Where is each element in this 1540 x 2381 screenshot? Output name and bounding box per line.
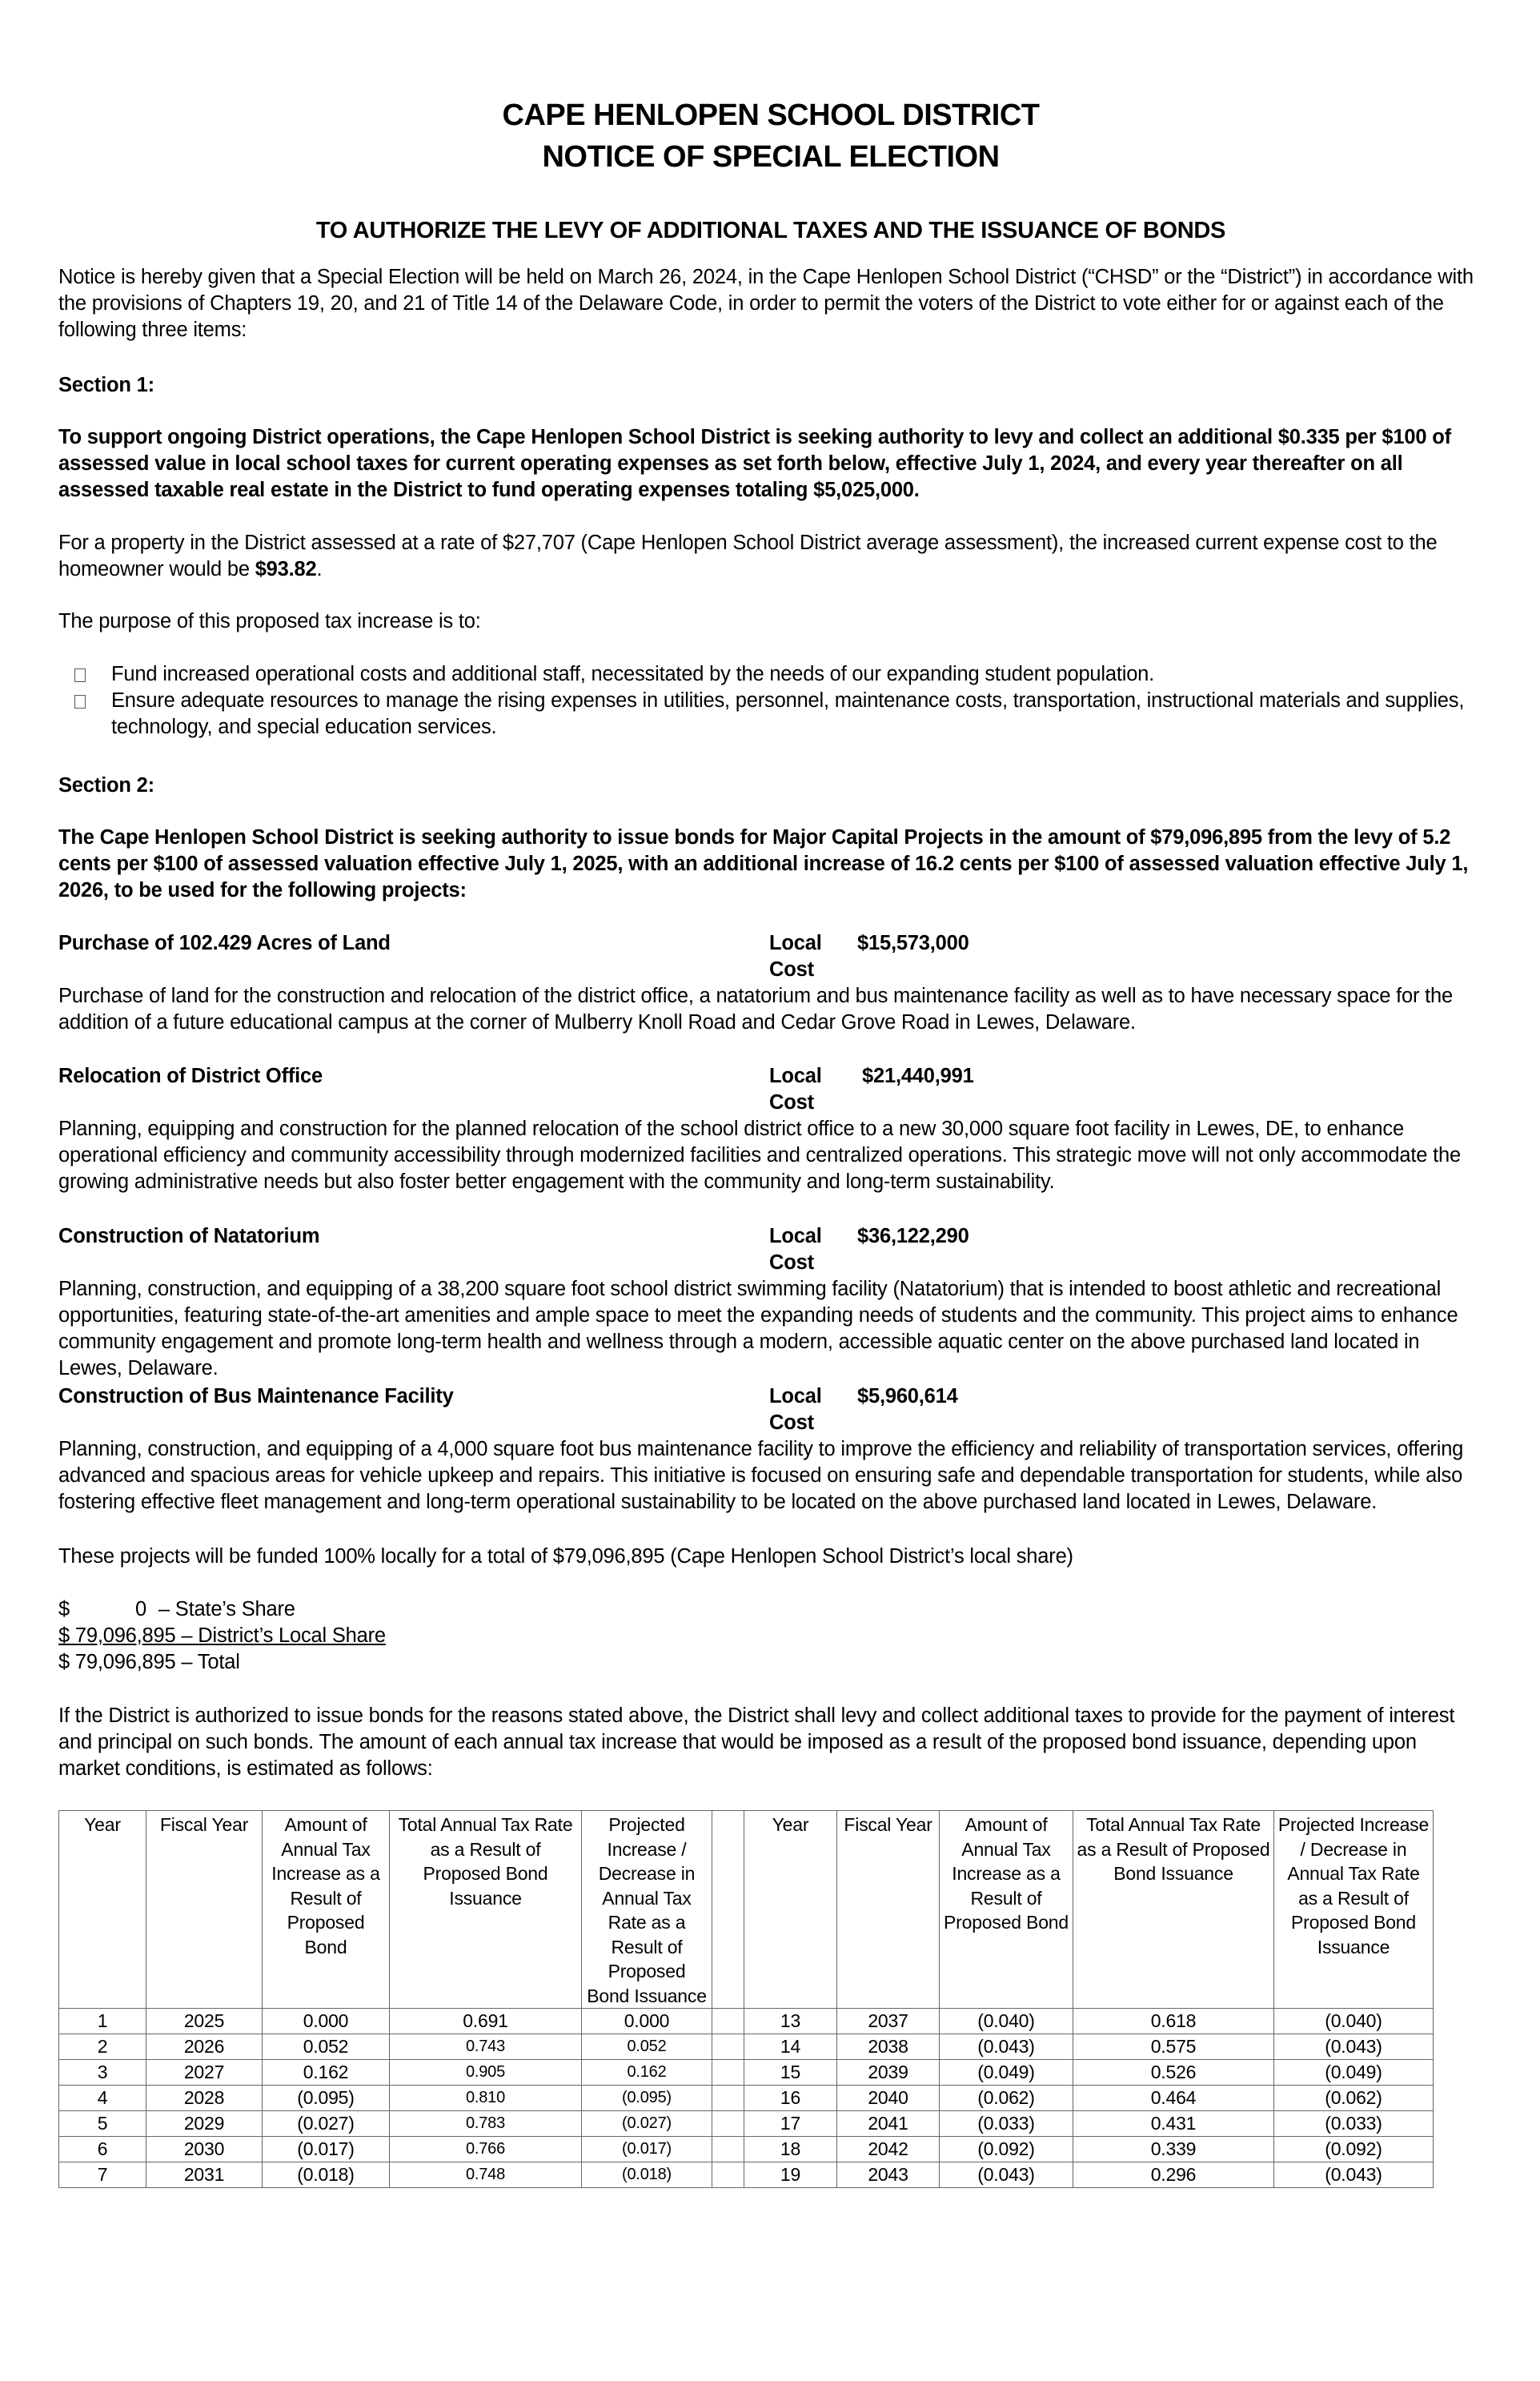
local-cost-label: Local Cost: [769, 1065, 822, 1114]
table-cell: 2041: [837, 2111, 940, 2137]
column-header: Fiscal Year: [146, 1811, 263, 2009]
table-cell: 2: [59, 2034, 146, 2060]
purpose-intro: The purpose of this proposed tax increase is to:: [58, 610, 481, 632]
purpose-item: [58, 661, 1483, 688]
funding-note: These projects will be funded 100% locally for a total of $79,096,895 (Cape Henlopen School District’s local share): [58, 1545, 1073, 1568]
spacer-cell: [712, 2137, 744, 2162]
column-header: Year: [744, 1811, 837, 2009]
table-cell: 2029: [146, 2111, 263, 2137]
table-cell: 0.743: [390, 2034, 582, 2060]
share-amount: 79,096,895: [74, 1624, 176, 1647]
project-header: [58, 1063, 1483, 1116]
table-cell: 2025: [146, 2009, 263, 2034]
purpose-item-text: Fund increased operational costs and additional staff, necessitated by the needs of our expanding student population.: [111, 663, 1155, 685]
section-1-summary: To support ongoing District operations, the Cape Henlopen School District is seeking authority to levy and collect an additional $0.335 per $100 of assessed value in local school taxes for current operating expenses as set forth below, effective July 1, 2024, and every year thereafter on all assessed taxable real estate in the District to fund operating expenses totaling $5,025,000.: [58, 426, 1451, 501]
project-description: Planning, construction, and equipping of a 4,000 square foot bus maintenance facility to improve the efficiency and reliability of transportation services, offering advanced and spacious areas for vehicle upkeep and repairs. This initiative is focused on ensuring safe and dependable transportation for students, while also fostering effective fleet management and long-term operational sustainability to be located on the above purchased land located in Lewes, Delaware.: [58, 1438, 1464, 1513]
table-row: [59, 2086, 1434, 2111]
table-cell: 2040: [837, 2086, 940, 2111]
document-title: [58, 94, 1483, 178]
column-header: Projected Increase / Decrease in Annual Tax Rate as a Result of Proposed Bond Issuance: [1274, 1811, 1434, 2009]
table-cell: (0.095): [263, 2086, 390, 2111]
project-bus-facility: [58, 1383, 1483, 1516]
column-header: Projected Increase / Decrease in Annual Tax Rate as a Result of Proposed Bond Issuance: [582, 1811, 712, 2009]
bullet-box-icon: [74, 669, 86, 682]
table-cell: 0.052: [263, 2034, 390, 2060]
table-cell: 0.691: [390, 2009, 582, 2034]
total-share-line: [58, 1649, 1483, 1676]
table-cell: 0.783: [390, 2111, 582, 2137]
table-cell: (0.049): [1274, 2060, 1434, 2086]
levy-note: If the District is authorized to issue bonds for the reasons stated above, the District shall levy and collect additional taxes to provide for the payment of interest and principal on such bonds. The amount of each annual tax increase that would be imposed as a result of the proposed bond issuance, depending upon market conditions, is estimated as follows:: [58, 1704, 1455, 1780]
table-cell: 0.905: [390, 2060, 582, 2086]
table-cell: 14: [744, 2034, 837, 2060]
project-header: [58, 930, 1483, 983]
purpose-list: [58, 661, 1483, 741]
table-cell: 1: [59, 2009, 146, 2034]
column-header: Year: [59, 1811, 146, 2009]
table-cell: 0.766: [390, 2137, 582, 2162]
table-cell: 4: [59, 2086, 146, 2111]
table-cell: (0.040): [1274, 2009, 1434, 2034]
table-row: [59, 2162, 1434, 2188]
state-share-line: [58, 1596, 1483, 1623]
table-cell: 18: [744, 2137, 837, 2162]
homeowner-cost-amount: $93.82: [255, 558, 317, 580]
table-row: [59, 2137, 1434, 2162]
table-cell: 5: [59, 2111, 146, 2137]
table-cell: 0.810: [390, 2086, 582, 2111]
column-header: Total Annual Tax Rate as a Result of Proposed Bond Issuance: [390, 1811, 582, 2009]
district-name: CAPE HENLOPEN SCHOOL DISTRICT: [502, 98, 1040, 132]
table-cell: 0.618: [1073, 2009, 1274, 2034]
spacer-cell: [712, 2034, 744, 2060]
spacer-column: [712, 1811, 744, 2009]
section-1-heading: Section 1:: [58, 374, 154, 396]
cost-text-end: .: [316, 558, 323, 580]
table-cell: 19: [744, 2162, 837, 2188]
table-cell: (0.049): [940, 2060, 1073, 2086]
table-cell: 0.162: [263, 2060, 390, 2086]
project-name: Construction of Bus Maintenance Facility: [58, 1385, 454, 1407]
bond-tax-table: [58, 1810, 1434, 2188]
table-cell: (0.092): [940, 2137, 1073, 2162]
project-description: Planning, construction, and equipping of a 38,200 square foot school district swimming facility (Natatorium) that is intended to boost athletic and recreational opportunities, featuring state-of-the-art amenities and ample space to meet the expanding needs of students and the community. This project aims to enhance community engagement and promote long-term health and wellness through a modern, accessible aquatic center on the above purchased land located in Lewes, Delaware.: [58, 1278, 1458, 1379]
table-cell: (0.062): [1274, 2086, 1434, 2111]
table-cell: 2026: [146, 2034, 263, 2060]
table-cell: 0.052: [582, 2034, 712, 2060]
project-header: [58, 1383, 1483, 1436]
section-2-summary: The Cape Henlopen School District is seeking authority to issue bonds for Major Capital Projects in the amount of $79,096,895 from the levy of 5.2 cents per $100 of assessed valuation effective July 1, 2025, with an additional increase of 16.2 cents per $100 of assessed valuation effective July 1, 2026, to be used for the following projects:: [58, 826, 1469, 901]
table-cell: (0.043): [1274, 2034, 1434, 2060]
currency-symbol: $: [58, 1624, 70, 1647]
notice-subtitle: TO AUTHORIZE THE LEVY OF ADDITIONAL TAXES AND THE ISSUANCE OF BONDS: [315, 218, 1226, 243]
table-row: [59, 2111, 1434, 2137]
table-cell: 6: [59, 2137, 146, 2162]
share-amount: 0: [135, 1598, 146, 1620]
project-description: Purchase of land for the construction and relocation of the district office, a natatorium and bus maintenance facility as well as to have necessary space for the addition of a future educational campus at the corner of Mulberry Knoll Road and Cedar Grove Road in Lewes, Delaware.: [58, 985, 1453, 1034]
spacer-cell: [712, 2060, 744, 2086]
table-cell: (0.043): [940, 2034, 1073, 2060]
column-header: Total Annual Tax Rate as a Result of Proposed Bond Issuance: [1073, 1811, 1274, 2009]
local-share-line: [58, 1623, 386, 1649]
table-cell: (0.033): [1274, 2111, 1434, 2137]
table-cell: 2038: [837, 2034, 940, 2060]
table-row: [59, 2034, 1434, 2060]
table-cell: (0.062): [940, 2086, 1073, 2111]
table-cell: 2043: [837, 2162, 940, 2188]
project-name: Purchase of 102.429 Acres of Land: [58, 932, 391, 954]
currency-symbol: $: [58, 1598, 70, 1620]
table-cell: (0.043): [1274, 2162, 1434, 2188]
project-cost: $21,440,991: [862, 1065, 974, 1087]
section-1-cost-paragraph: [58, 530, 1483, 583]
table-cell: 2031: [146, 2162, 263, 2188]
project-name: Relocation of District Office: [58, 1065, 323, 1087]
table-row: [59, 2009, 1434, 2034]
table-cell: 2027: [146, 2060, 263, 2086]
column-header: Amount of Annual Tax Increase as a Result of Proposed Bond: [940, 1811, 1073, 2009]
table-row: [59, 2060, 1434, 2086]
table-cell: 0.000: [582, 2009, 712, 2034]
table-cell: 0.464: [1073, 2086, 1274, 2111]
table-cell: 0.339: [1073, 2137, 1274, 2162]
table-cell: (0.018): [263, 2162, 390, 2188]
table-cell: 0.000: [263, 2009, 390, 2034]
column-header: Fiscal Year: [837, 1811, 940, 2009]
table-cell: 2028: [146, 2086, 263, 2111]
share-label: – District’s Local Share: [181, 1624, 386, 1647]
table-cell: 17: [744, 2111, 837, 2137]
table-cell: (0.040): [940, 2009, 1073, 2034]
spacer-cell: [712, 2086, 744, 2111]
table-cell: (0.017): [582, 2137, 712, 2162]
share-amount: 79,096,895: [74, 1651, 176, 1673]
project-cost: $36,122,290: [857, 1225, 969, 1247]
table-cell: 2039: [837, 2060, 940, 2086]
table-cell: 15: [744, 2060, 837, 2086]
table-cell: (0.017): [263, 2137, 390, 2162]
table-cell: 13: [744, 2009, 837, 2034]
share-label: – State’s Share: [158, 1598, 295, 1620]
project-description: Planning, equipping and construction for the planned relocation of the school district office to a new 30,000 square foot facility in Lewes, DE, to enhance operational efficiency and community accessibility through modernized facilities and centralized operations. This strategic move will not only accommodate the growing administrative needs but also foster better engagement with the community and long-term sustainability.: [58, 1118, 1461, 1193]
table-cell: 0.748: [390, 2162, 582, 2188]
local-cost-label: Local Cost: [769, 1225, 822, 1274]
project-cost: $15,573,000: [857, 932, 969, 954]
local-cost-label: Local Cost: [769, 932, 822, 981]
project-cost: $5,960,614: [857, 1385, 958, 1407]
table-cell: (0.018): [582, 2162, 712, 2188]
table-cell: 2030: [146, 2137, 263, 2162]
purpose-item-text: Ensure adequate resources to manage the rising expenses in utilities, personnel, maintenance costs, transportation, instructional materials and supplies, technology, and special education services.: [111, 689, 1465, 738]
table-cell: 3: [59, 2060, 146, 2086]
table-cell: (0.033): [940, 2111, 1073, 2137]
funding-shares: [58, 1596, 1483, 1676]
cost-text: For a property in the District assessed at a rate of $27,707 (Cape Henlopen School District average assessment), the increased current expense cost to the homeowner would be: [58, 532, 1438, 580]
project-natatorium: [58, 1223, 1483, 1382]
table-cell: 16: [744, 2086, 837, 2111]
project-district-office: [58, 1063, 1483, 1195]
purpose-item: [58, 688, 1483, 741]
table-cell: (0.027): [263, 2111, 390, 2137]
share-label: – Total: [181, 1651, 240, 1673]
local-cost-label: Local Cost: [769, 1385, 822, 1434]
table-cell: 0.162: [582, 2060, 712, 2086]
table-cell: (0.095): [582, 2086, 712, 2111]
notice-title: NOTICE OF SPECIAL ELECTION: [542, 140, 1000, 174]
spacer-cell: [712, 2009, 744, 2034]
project-name: Construction of Natatorium: [58, 1225, 320, 1247]
spacer-cell: [712, 2162, 744, 2188]
table-header-row: [59, 1811, 1434, 2009]
table-body: [59, 2009, 1434, 2188]
table-cell: 7: [59, 2162, 146, 2188]
table-cell: 0.431: [1073, 2111, 1274, 2137]
spacer-cell: [712, 2111, 744, 2137]
table-cell: (0.092): [1274, 2137, 1434, 2162]
table-cell: 0.526: [1073, 2060, 1274, 2086]
bullet-box-icon: [74, 695, 86, 709]
project-land: [58, 930, 1483, 1036]
currency-symbol: $: [58, 1651, 70, 1673]
column-header: Amount of Annual Tax Increase as a Result of Proposed Bond: [263, 1811, 390, 2009]
table-cell: 2037: [837, 2009, 940, 2034]
table-cell: (0.043): [940, 2162, 1073, 2188]
table-cell: 0.296: [1073, 2162, 1274, 2188]
table-cell: 0.575: [1073, 2034, 1274, 2060]
intro-paragraph: Notice is hereby given that a Special Election will be held on March 26, 2024, in the Cape Henlopen School District (“CHSD” or the “District”) in accordance with the provisions of Chapters 19, 20, and 21 of Title 14 of the Delaware Code, in order to permit the voters of the District to vote either for or against each of the following three items:: [58, 266, 1474, 341]
table-cell: (0.027): [582, 2111, 712, 2137]
table-cell: 2042: [837, 2137, 940, 2162]
project-header: [58, 1223, 1483, 1276]
section-2-heading: Section 2:: [58, 774, 154, 797]
